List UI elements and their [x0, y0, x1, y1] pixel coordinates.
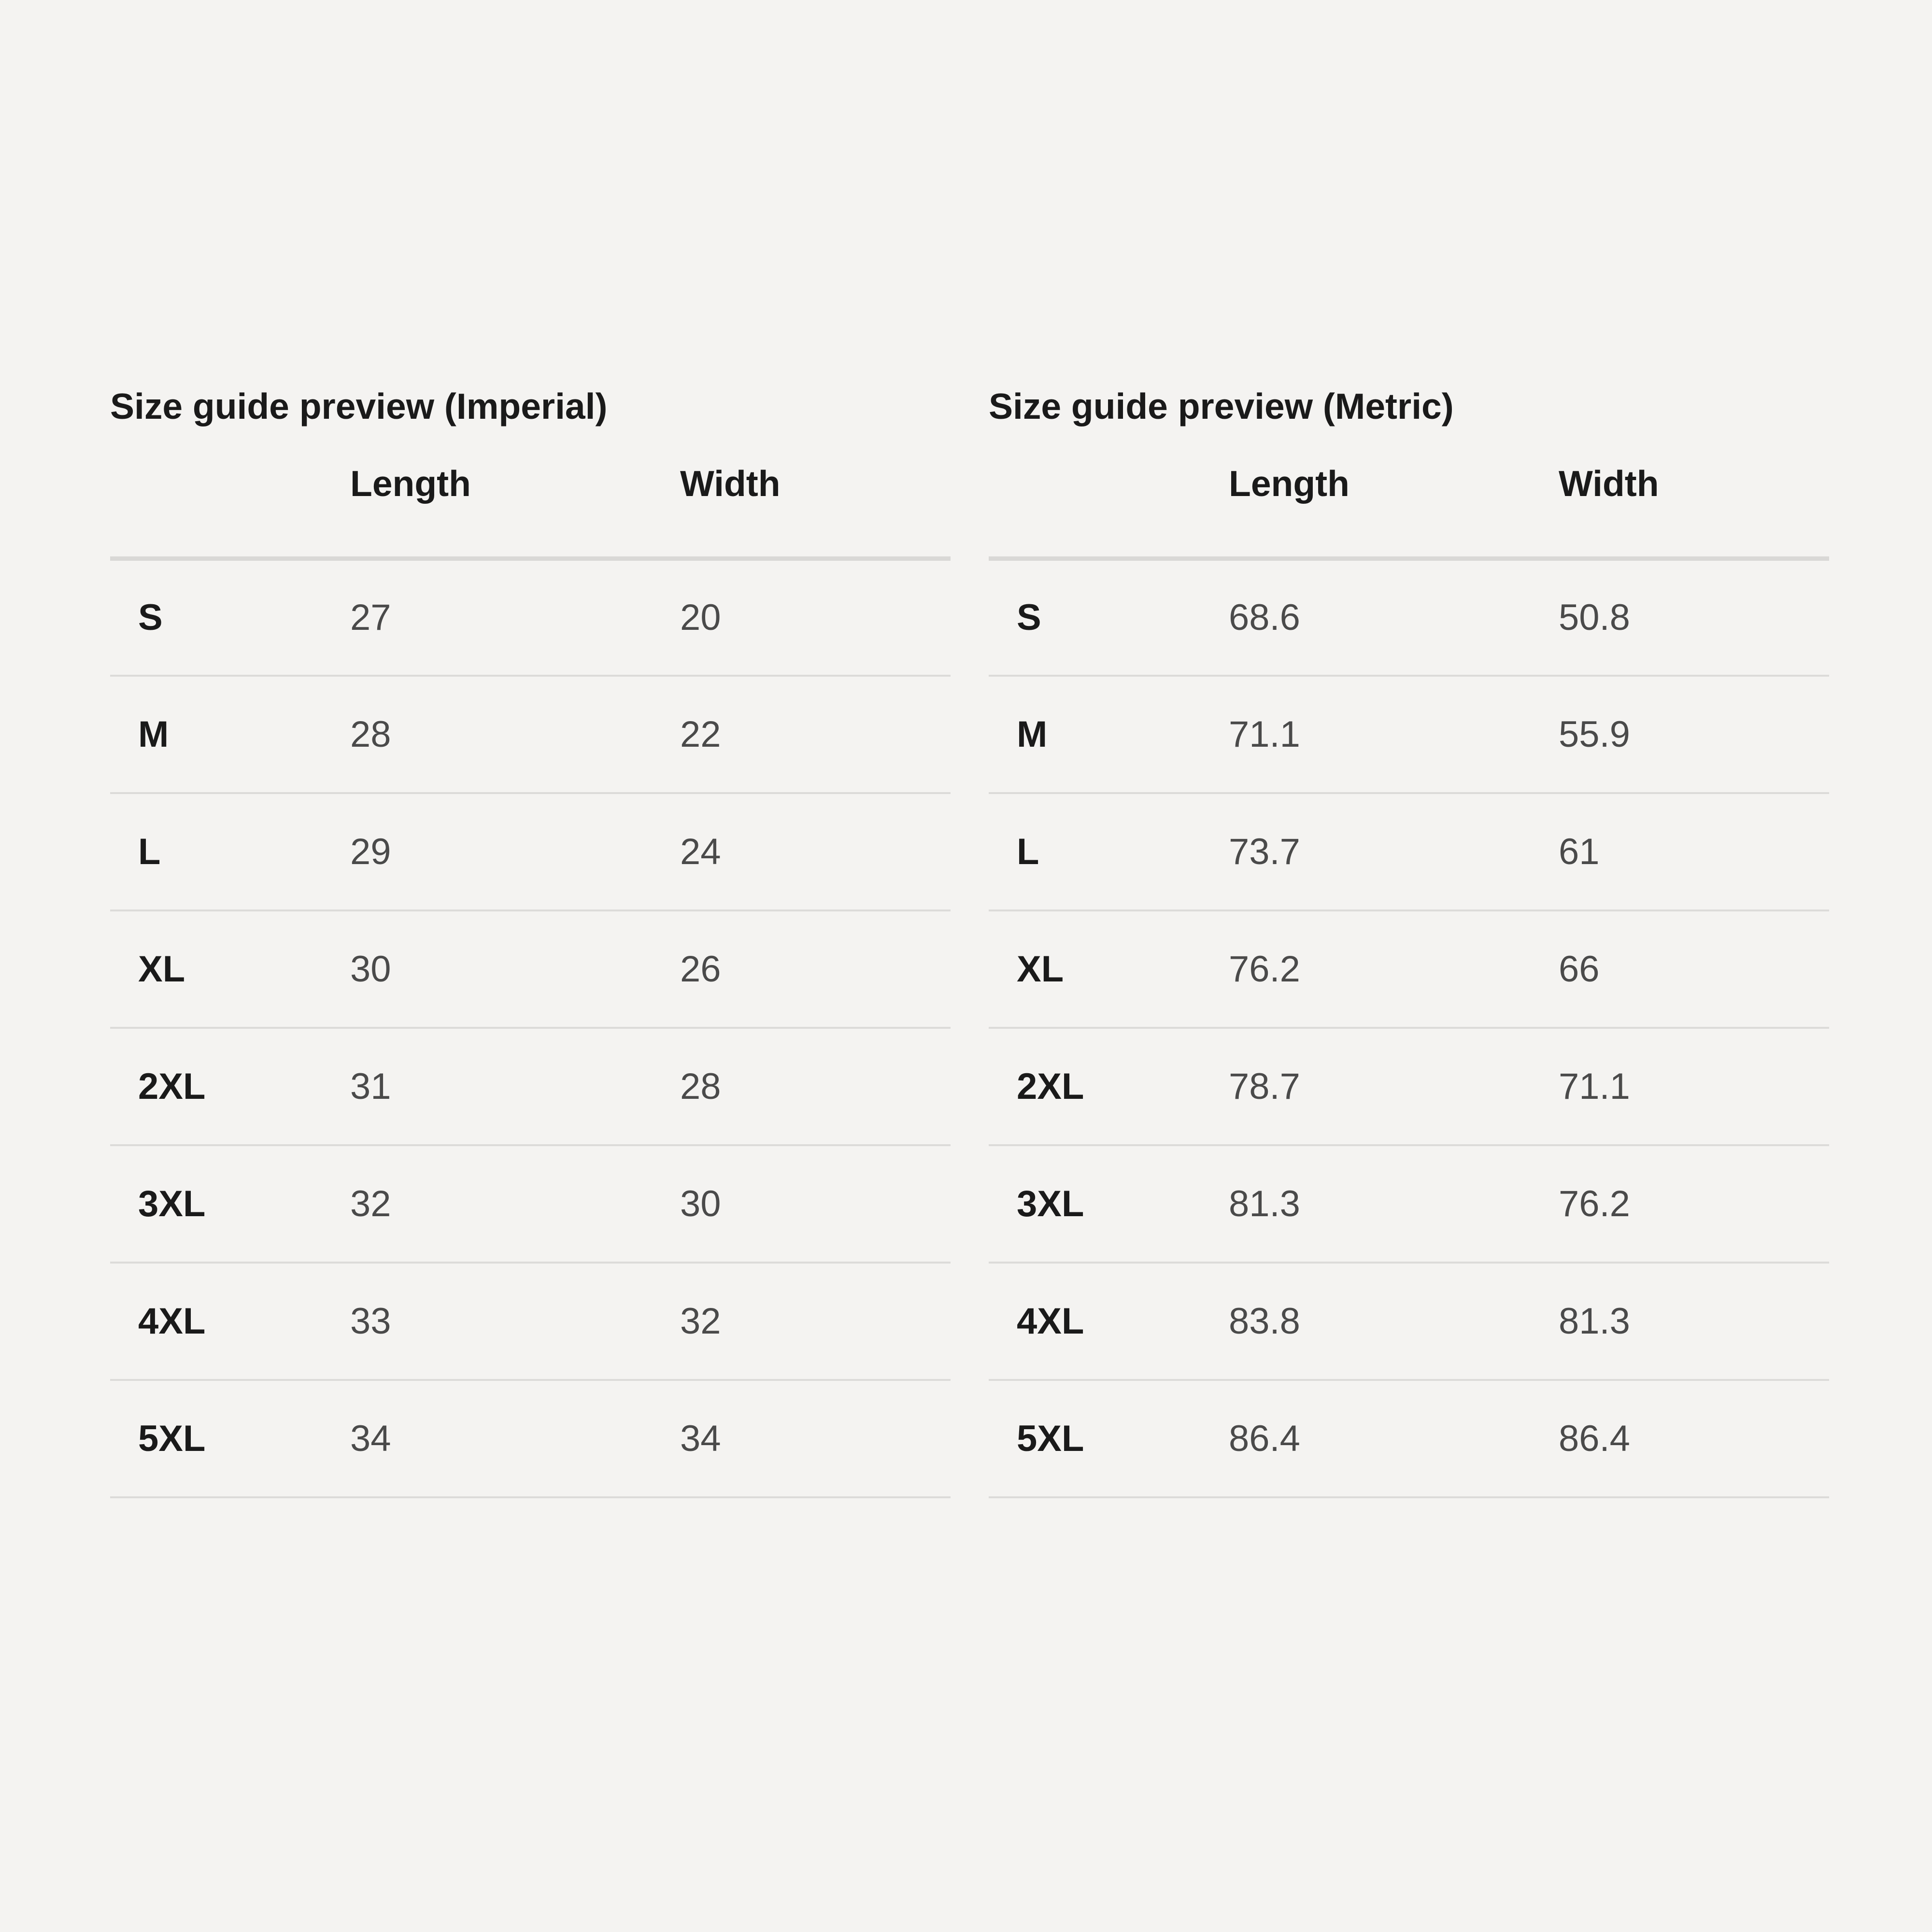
- length-value: 83.8: [1229, 1263, 1559, 1380]
- table-row: [110, 793, 951, 910]
- size-label: 5XL: [989, 1380, 1229, 1497]
- size-label: XL: [989, 910, 1229, 1028]
- length-value: 27: [350, 558, 680, 676]
- metric-size-table: [989, 428, 1829, 1498]
- size-label: M: [989, 676, 1229, 793]
- width-value: 28: [680, 1028, 951, 1145]
- table-row: [110, 910, 951, 1028]
- width-value: 76.2: [1559, 1145, 1829, 1263]
- size-label: S: [110, 558, 350, 676]
- width-value: 61: [1559, 793, 1829, 910]
- width-value: 34: [680, 1380, 951, 1497]
- size-label: 4XL: [110, 1263, 350, 1380]
- size-label: XL: [110, 910, 350, 1028]
- size-label: 2XL: [110, 1028, 350, 1145]
- table-row: [110, 676, 951, 793]
- table-row: [989, 1263, 1829, 1380]
- size-label: 2XL: [989, 1028, 1229, 1145]
- length-value: 32: [350, 1145, 680, 1263]
- metric-header-row: [989, 428, 1829, 558]
- width-value: 22: [680, 676, 951, 793]
- imperial-title: Size guide preview (Imperial): [110, 386, 608, 426]
- width-value: 20: [680, 558, 951, 676]
- table-row: [110, 1380, 951, 1497]
- width-value: 66: [1559, 910, 1829, 1028]
- length-value: 33: [350, 1263, 680, 1380]
- table-row: [110, 1263, 951, 1380]
- width-value: 30: [680, 1145, 951, 1263]
- length-value: 34: [350, 1380, 680, 1497]
- length-value: 29: [350, 793, 680, 910]
- imperial-header-row: [110, 428, 951, 558]
- size-label: M: [110, 676, 350, 793]
- table-row: [989, 558, 1829, 676]
- table-row: [110, 558, 951, 676]
- width-column-header: Width: [680, 428, 951, 558]
- table-row: [989, 1145, 1829, 1263]
- metric-title: Size guide preview (Metric): [989, 386, 1454, 426]
- length-value: 31: [350, 1028, 680, 1145]
- imperial-size-guide: [110, 384, 951, 1498]
- size-label: 5XL: [110, 1380, 350, 1497]
- length-value: 28: [350, 676, 680, 793]
- length-value: 76.2: [1229, 910, 1559, 1028]
- length-value: 71.1: [1229, 676, 1559, 793]
- length-value: 30: [350, 910, 680, 1028]
- width-value: 26: [680, 910, 951, 1028]
- width-value: 24: [680, 793, 951, 910]
- table-row: [989, 910, 1829, 1028]
- length-value: 86.4: [1229, 1380, 1559, 1497]
- width-value: 71.1: [1559, 1028, 1829, 1145]
- table-row: [110, 1145, 951, 1263]
- width-value: 86.4: [1559, 1380, 1829, 1497]
- size-label: L: [110, 793, 350, 910]
- width-value: 55.9: [1559, 676, 1829, 793]
- width-value: 50.8: [1559, 558, 1829, 676]
- size-column-header: [110, 428, 350, 558]
- metric-size-guide: [989, 384, 1829, 1498]
- size-label: 4XL: [989, 1263, 1229, 1380]
- table-row: [989, 1028, 1829, 1145]
- length-value: 81.3: [1229, 1145, 1559, 1263]
- table-row: [110, 1028, 951, 1145]
- table-row: [989, 1380, 1829, 1497]
- table-row: [989, 793, 1829, 910]
- length-value: 68.6: [1229, 558, 1559, 676]
- imperial-size-table: [110, 428, 951, 1498]
- width-value: 81.3: [1559, 1263, 1829, 1380]
- size-label: S: [989, 558, 1229, 676]
- size-column-header: [989, 428, 1229, 558]
- length-column-header: Length: [350, 428, 680, 558]
- length-value: 73.7: [1229, 793, 1559, 910]
- width-value: 32: [680, 1263, 951, 1380]
- size-label: L: [989, 793, 1229, 910]
- size-label: 3XL: [110, 1145, 350, 1263]
- table-row: [989, 676, 1829, 793]
- length-value: 78.7: [1229, 1028, 1559, 1145]
- width-column-header: Width: [1559, 428, 1829, 558]
- length-column-header: Length: [1229, 428, 1559, 558]
- size-label: 3XL: [989, 1145, 1229, 1263]
